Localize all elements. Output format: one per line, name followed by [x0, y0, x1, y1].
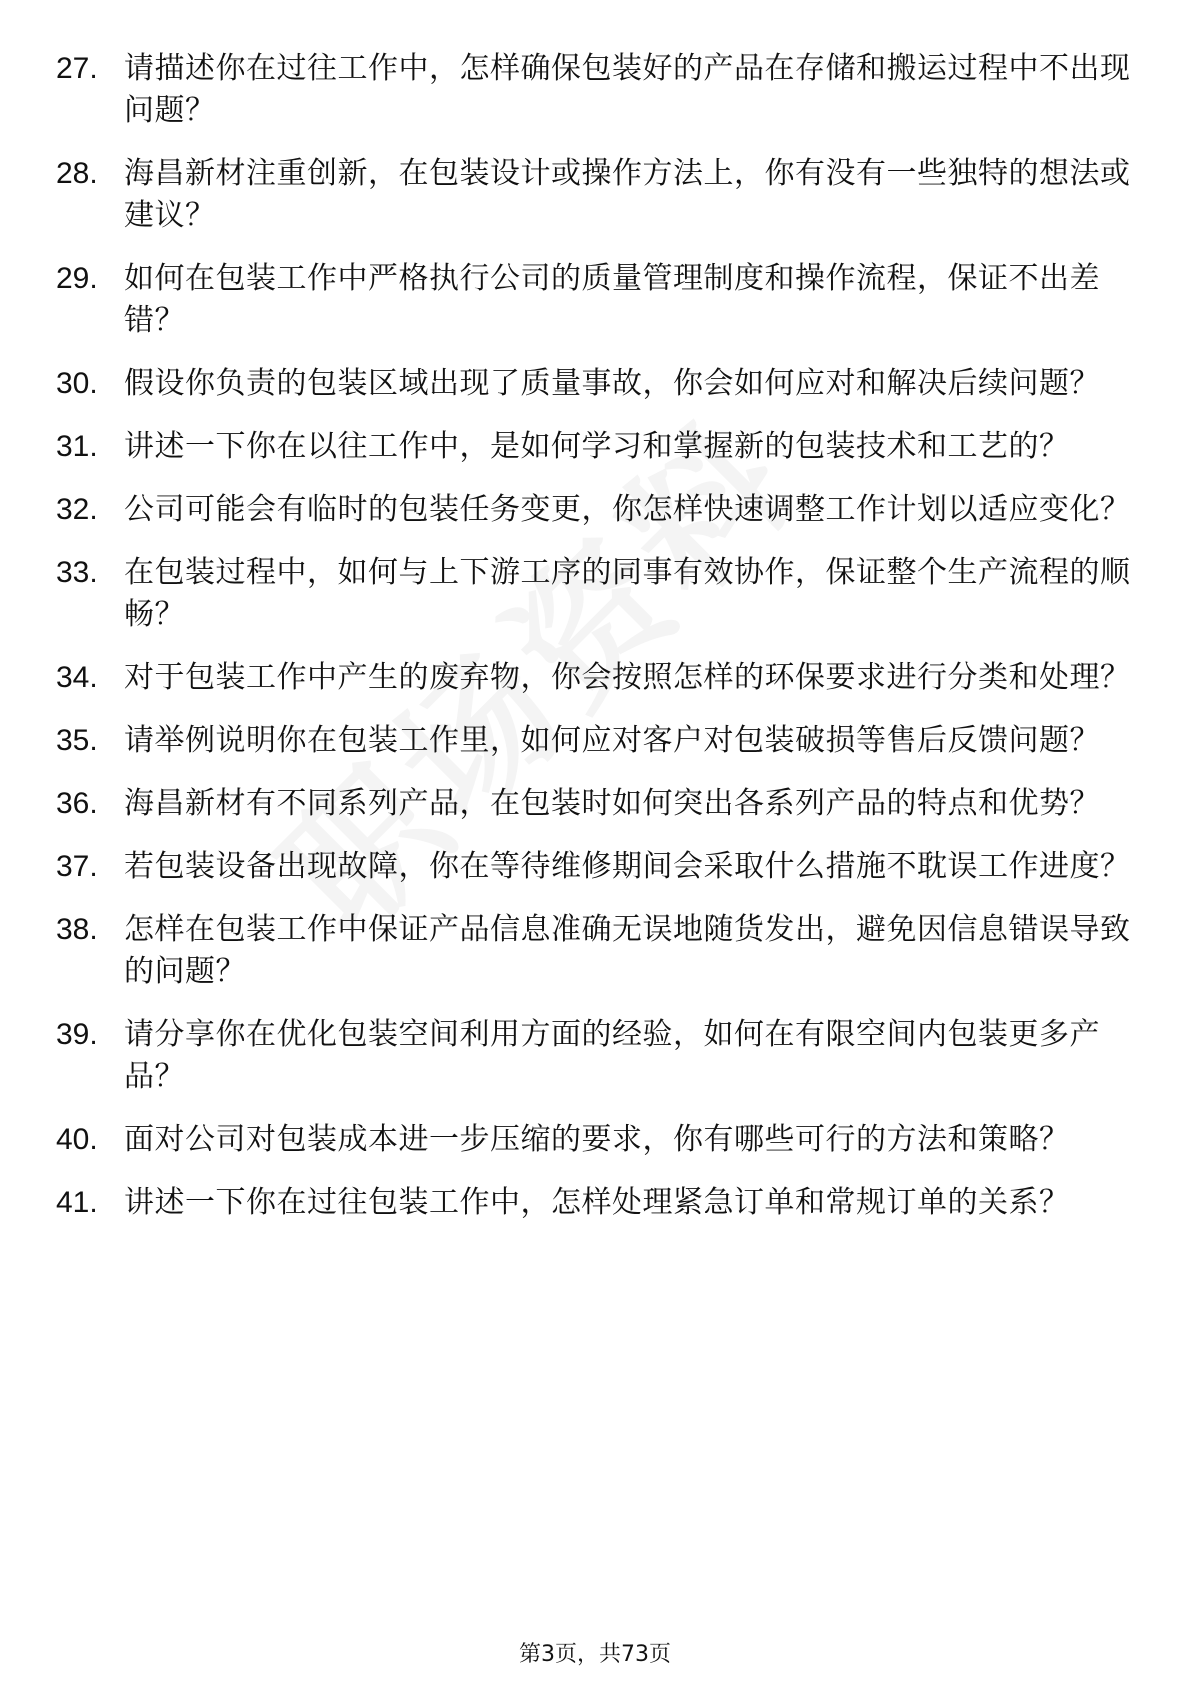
question-number: 27. — [56, 52, 98, 85]
question-text: 怎样在包装工作中保证产品信息准确无误地随货发出，避免因信息错误导致的问题？ — [124, 912, 1131, 989]
question-text: 在包装过程中，如何与上下游工序的同事有效协作，保证整个生产流程的顺畅？ — [124, 555, 1131, 632]
question-list — [56, 48, 1136, 1245]
question-text: 海昌新材注重创新，在包装设计或操作方法上，你有没有一些独特的想法或建议？ — [124, 156, 1131, 233]
question-item — [56, 153, 1136, 237]
question-text: 面对公司对包装成本进一步压缩的要求，你有哪些可行的方法和策略？ — [124, 1122, 1070, 1157]
question-number: 28. — [56, 157, 98, 190]
question-text: 若包装设备出现故障，你在等待维修期间会采取什么措施不耽误工作进度？ — [124, 849, 1131, 884]
question-item — [56, 720, 1136, 762]
question-text: 请举例说明你在包装工作里，如何应对客户对包装破损等售后反馈问题？ — [124, 723, 1100, 758]
question-text: 如何在包装工作中严格执行公司的质量管理制度和操作流程，保证不出差错？ — [124, 261, 1100, 338]
question-item — [56, 552, 1136, 636]
question-item — [56, 846, 1136, 888]
question-text: 假设你负责的包装区域出现了质量事故，你会如何应对和解决后续问题？ — [124, 366, 1100, 401]
question-text: 海昌新材有不同系列产品，在包装时如何突出各系列产品的特点和优势？ — [124, 786, 1100, 821]
question-text: 讲述一下你在过往包装工作中，怎样处理紧急订单和常规订单的关系？ — [124, 1185, 1070, 1220]
question-number: 29. — [56, 262, 98, 295]
question-number: 32. — [56, 493, 98, 526]
page-footer: 第3页，共73页 — [519, 1642, 671, 1667]
question-number: 30. — [56, 367, 98, 400]
question-number: 38. — [56, 913, 98, 946]
question-item — [56, 783, 1136, 825]
question-number: 41. — [56, 1186, 98, 1219]
question-text: 讲述一下你在以往工作中，是如何学习和掌握新的包装技术和工艺的？ — [124, 429, 1070, 464]
question-number: 31. — [56, 430, 98, 463]
question-text: 公司可能会有临时的包装任务变更，你怎样快速调整工作计划以适应变化？ — [124, 492, 1131, 527]
question-item — [56, 909, 1136, 993]
question-item — [56, 426, 1136, 468]
question-item — [56, 489, 1136, 531]
question-number: 34. — [56, 661, 98, 694]
question-text: 对于包装工作中产生的废弃物，你会按照怎样的环保要求进行分类和处理？ — [124, 660, 1131, 695]
question-item — [56, 363, 1136, 405]
question-item — [56, 1182, 1136, 1224]
question-number: 36. — [56, 787, 98, 820]
question-number: 35. — [56, 724, 98, 757]
question-text: 请分享你在优化包装空间利用方面的经验，如何在有限空间内包装更多产品？ — [124, 1017, 1100, 1094]
question-item — [56, 657, 1136, 699]
question-number: 39. — [56, 1018, 98, 1051]
question-item — [56, 48, 1136, 132]
question-number: 33. — [56, 556, 98, 589]
question-number: 37. — [56, 850, 98, 883]
question-number: 40. — [56, 1123, 98, 1156]
question-item — [56, 1014, 1136, 1098]
question-item — [56, 258, 1136, 342]
question-item — [56, 1119, 1136, 1161]
question-text: 请描述你在过往工作中，怎样确保包装好的产品在存储和搬运过程中不出现问题？ — [124, 51, 1131, 128]
